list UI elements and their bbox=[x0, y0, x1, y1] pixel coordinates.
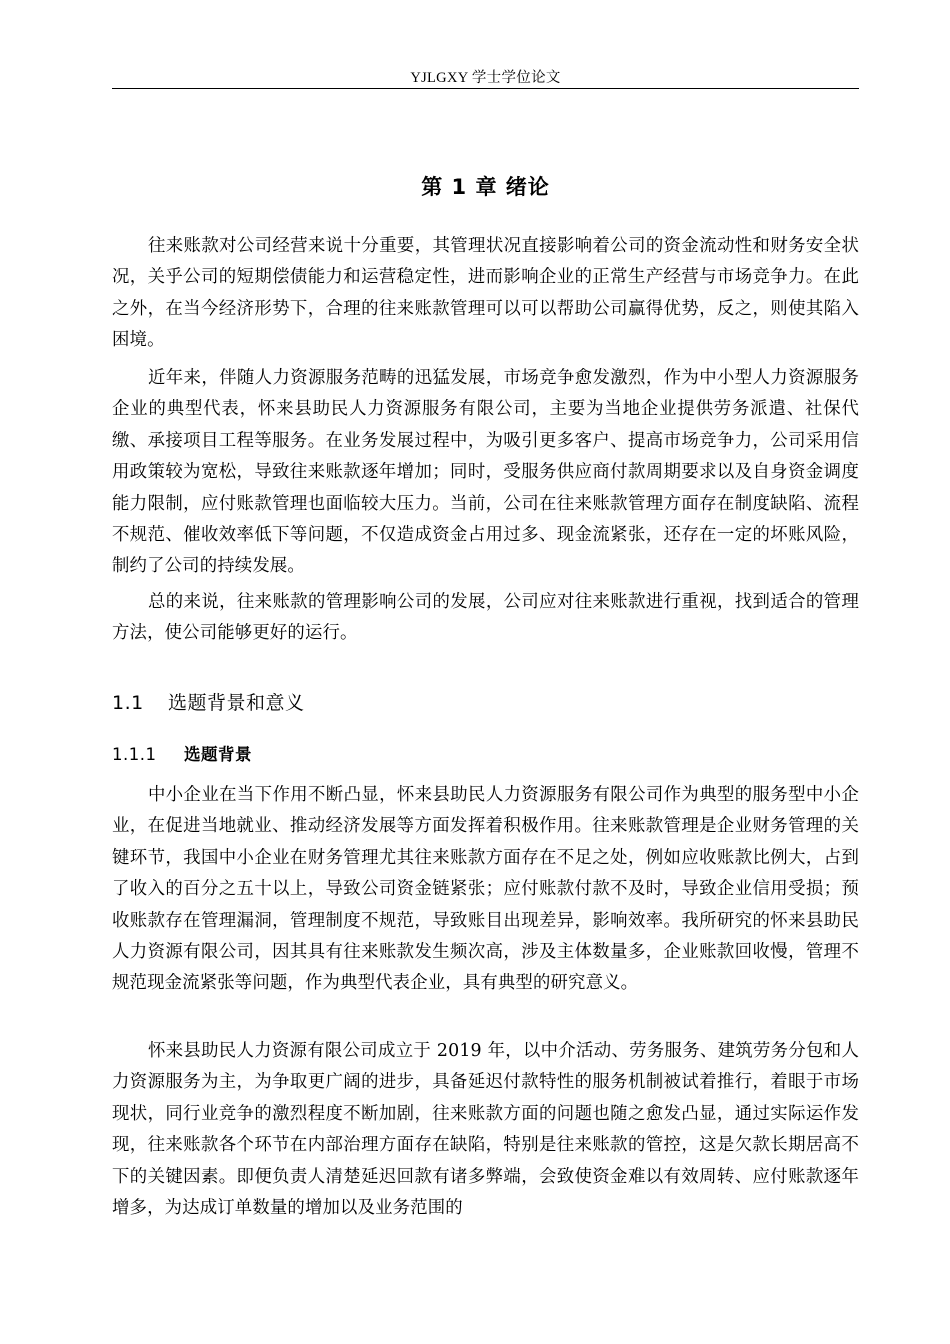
section-heading bbox=[112, 688, 859, 718]
section-number: 1.1 bbox=[112, 692, 144, 714]
subsection-heading bbox=[112, 740, 859, 770]
running-header: YJLGXY 学士学位论文 bbox=[410, 70, 561, 86]
subsection-title: 选题背景 bbox=[184, 745, 252, 764]
intro-paragraph-1: 往来账款对公司经营来说十分重要，其管理状况直接影响着公司的资金流动性和财务安全状况，关乎公司的短期偿债能力和运营稳定性，进而影响企业的正常生产经营与市场竞争力。在此之外，在当今经济形势下，合理的往来账款管理可以可以帮助公司赢得优势，反之，则使其陷入困境。 bbox=[112, 236, 859, 351]
body-paragraph-1: 中小企业在当下作用不断凸显，怀来县助民人力资源服务有限公司作为典型的服务型中小企业，在促进当地就业、推动经济发展等方面发挥着积极作用。往来账款管理是企业财务管理的关键环节，我国中小企业在财务管理尤其往来账款方面存在不足之处，例如应收账款比例大，占到了收入的百分之五十以上，导致公司资金链紧张；应付账款付款不及时，导致企业信用受损；预收账款存在管理漏洞，管理制度不规范，导致账目出现差异，影响效率。我所研究的怀来县助民人力资源有限公司，因其具有往来账款发生频次高，涉及主体数量多，企业账款回收慢，管理不规范现金流紧张等问题，作为典型代表企业，具有典型的研究意义。 bbox=[112, 785, 859, 994]
intro-paragraph-2: 近年来，伴随人力资源服务范畴的迅猛发展，市场竞争愈发激烈，作为中小型人力资源服务企业的典型代表，怀来县助民人力资源服务有限公司，主要为当地企业提供劳务派遣、社保代缴、承接项目工程等服务。在业务发展过程中，为吸引更多客户、提高市场竞争力，公司采用信用政策较为宽松，导致往来账款逐年增加；同时，受服务供应商付款周期要求以及自身资金调度能力限制，应付账款管理也面临较大压力。当前，公司在往来账款管理方面存在制度缺陷、流程不规范、催收效率低下等问题，不仅造成资金占用过多、现金流紧张，还存在一定的坏账风险，制约了公司的持续发展。 bbox=[112, 368, 859, 577]
body-paragraph-2: 怀来县助民人力资源有限公司成立于 2019 年，以中介活动、劳务服务、建筑劳务分包和人力资源服务为主，为争取更广阔的进步，具备延迟付款特性的服务机制被试着推行，着眼于市场现状，同行业竞争的激烈程度不断加剧，往来账款方面的问题也随之愈发凸显，通过实际运作发现，往来账款各个环节在内部治理方面存在缺陷，特别是往来账款的管控，这是欠款长期居高不下的关键因素。即便负责人清楚延迟回款有诸多弊端，会致使资金难以有效周转、应付账款逐年增多，为达成订单数量的增加以及业务范围的 bbox=[112, 1041, 859, 1219]
intro-paragraph-3: 总的来说，往来账款的管理影响公司的发展，公司应对往来账款进行重视，找到适合的管理方法，使公司能够更好的运行。 bbox=[112, 592, 859, 644]
section-title: 选题背景和意义 bbox=[168, 692, 305, 714]
header-rule bbox=[112, 88, 859, 89]
chapter-title: 第 1 章 绪论 bbox=[421, 175, 550, 199]
subsection-number: 1.1.1 bbox=[112, 745, 157, 764]
